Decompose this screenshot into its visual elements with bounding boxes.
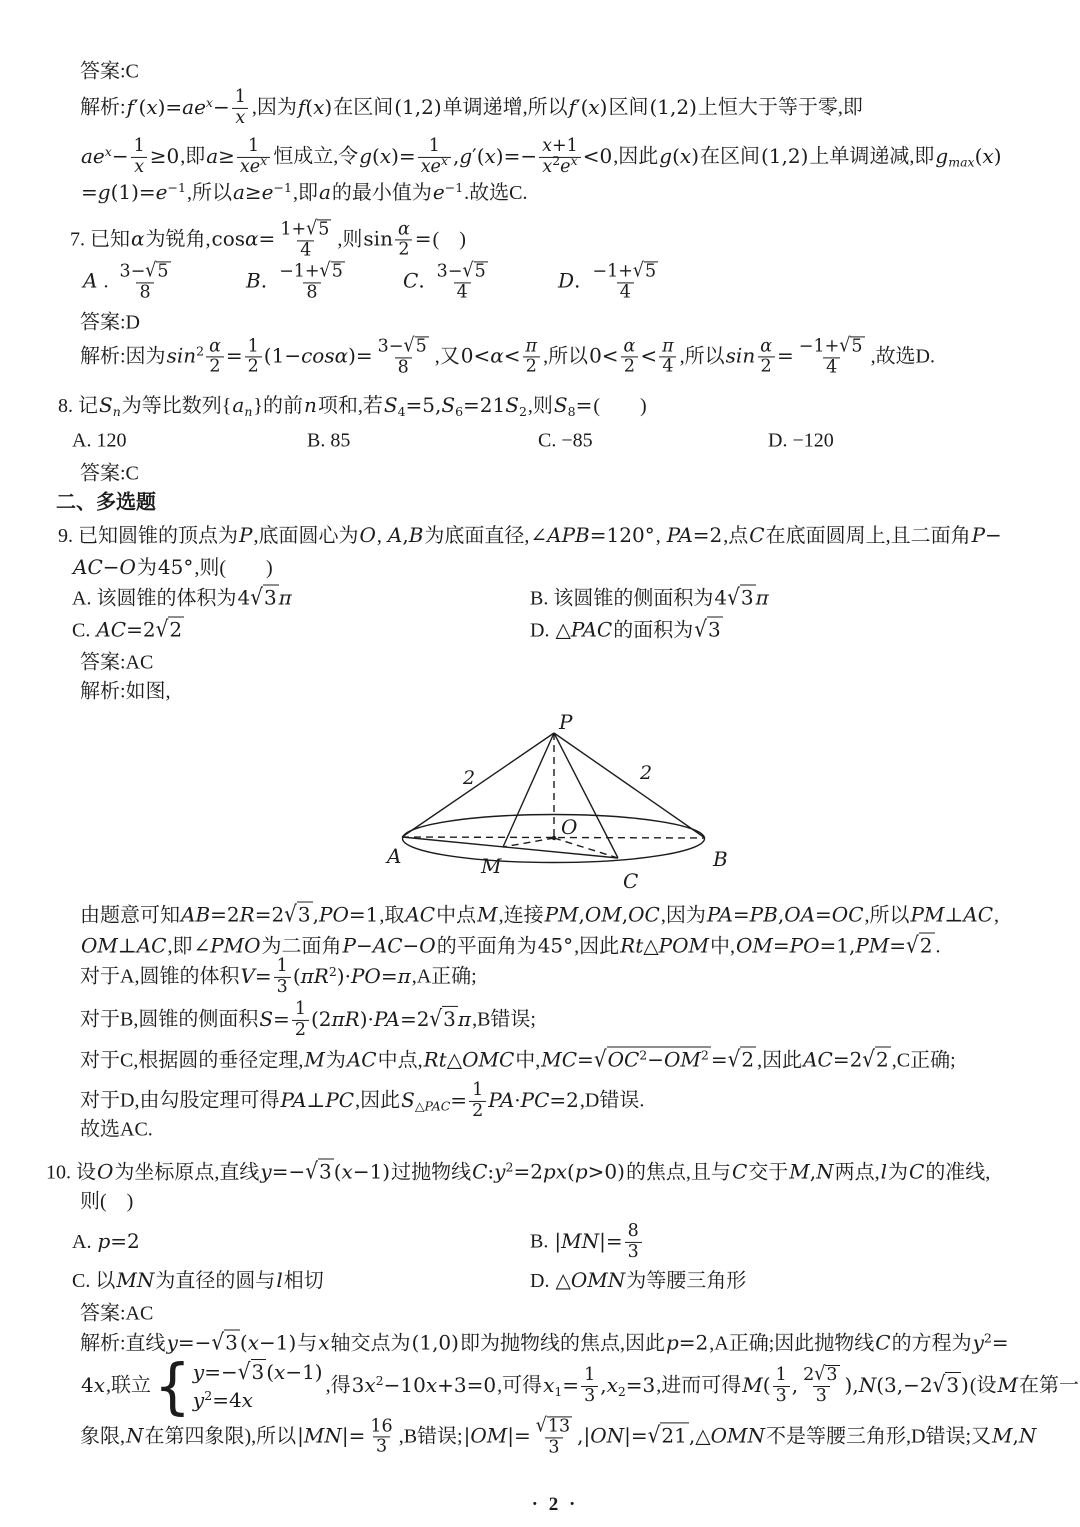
- q8-option-d: D. −120: [768, 429, 834, 452]
- q9-analysis-line-1: 由题意可知AB=2R=2√3 ,PO=1,取AC中点M,连接PM,OM,OC,因为PA=PB,OA=OC,所以PM⊥AC,: [80, 900, 999, 928]
- q9-analysis-c: 对于C,根据圆的垂径定理,M为AC中点,Rt△OMC中$,MC=√OC^2-OM^2 =√2$ ,因此AC=2√2 ,C正确;: [80, 1045, 956, 1073]
- q7-option-d: D. $\frac{-1+√5}{4}$: [558, 259, 657, 302]
- edge-AC: [402, 837, 618, 858]
- q10-stem-line-1: 10. 设O为坐标原点,直线y=−√3 (x−1)过抛物线$C:y^2=2px(p>0)$的焦点,且与C交于M,N两点,l为C的准线,: [46, 1157, 991, 1185]
- page-number: · 2 ·: [531, 1494, 579, 1515]
- q9-option-c: C. AC=2√2: [72, 615, 183, 643]
- q9-analysis-b: 对于B,圆锥的侧面积S= $\frac{1}{2}$ (2πR)·PA=2√3 π,B错误;: [80, 998, 536, 1040]
- q8-option-b: B. 85: [307, 429, 351, 452]
- q10-analysis-line-3: 象限,N在第四象限),所以|MN|= $\frac{16}{3}$ ,B错误;|OM|= $\frac{√13}{3}$ ,|ON|=√21 ,△OMN不是等腰三角形,D错误;又M,N: [80, 1414, 1037, 1457]
- figure-label-2: 2: [463, 767, 476, 789]
- q8-option-c: C. −85: [538, 429, 593, 452]
- q7-option-b: B. $\frac{-1+√5}{8}$: [246, 259, 343, 302]
- figure-label-P: P: [559, 713, 573, 734]
- edge-PC: [554, 733, 618, 858]
- q9-analysis-d: 对于D,由勾股定理可得PA⊥PC,因此$S_{\triangle PAC}=$ $\frac{1}{2}$ PA·PC=2,D错误.: [80, 1079, 645, 1121]
- q9-option-a: A. 该圆锥的体积为4√3 π: [72, 583, 292, 611]
- cone-figure: [385, 713, 740, 898]
- q10-stem-line-2: 则( ): [80, 1190, 134, 1213]
- q7-stem: 7. 已知α为锐角,cosα= $\frac{1+√5}{4}$ ,则sin $\frac{\alpha}{2}$ =( ): [70, 217, 466, 260]
- q7-answer: 答案:D: [80, 311, 140, 334]
- q10-analysis-line-1: 解析:直线y=−√3 (x−1)与x轴交点为(1,0)即为抛物线的焦点,因此p=2,A正确;因此抛物线C的方程为$y^2=$: [80, 1328, 1009, 1356]
- q6-answer: 答案:C: [80, 60, 139, 83]
- q10-answer: 答案:AC: [80, 1302, 154, 1325]
- q7-option-a: A . $\frac{3-√5}{8}$: [83, 259, 169, 302]
- q6-analysis-line-2: $ae^x-$ $\frac{1}{x}$ ≥0,即a≥ $\frac{1}{xe^x}$ 恒成立,令g(x)= $\frac{1}{xe^x}$ ,g′(x)=− $\frac{x+1}{x^2e^x}$ <0,因此g(x)在区间(1,2)上单调递减,即$g_{max}(x)$: [81, 135, 1002, 177]
- q10-analysis-line-2: 4x,联立 { y=−√3 (x−1) $y^2=4x$ ,得$3x^2-10x+3=0$,可得$x_1=$ $\frac{1}{3}$ $,x_2=3$,进而可得M( $\frac{1}{3}$ , $\frac{2√3}{3}$ ),N(3,−2√3 )(设M在第一: [81, 1350, 1080, 1422]
- q9-analysis-line-2: OM⊥AC,即∠PMO为二面角P−AC−O的平面角为45°,因此Rt△POM中,OM=PO=1,PM=√2 .: [81, 931, 941, 959]
- center-dot: [552, 836, 556, 840]
- q9-analysis-intro: 解析:如图,: [80, 680, 171, 703]
- q9-stem-line-1: 9. 已知圆锥的顶点为P,底面圆心为O, A,B为底面直径,∠APB=120°, PA=2,点C在底面圆周上,且二面角P−: [58, 523, 1002, 547]
- figure-label-C: C: [623, 869, 639, 893]
- q7-option-c: C. $\frac{3-√5}{4}$: [403, 259, 486, 302]
- q7-analysis: 解析:因为$\sin^2$ $\frac{\alpha}{2}$ = $\frac{1}{2}$ (1−cosα)= $\frac{3-√5}{8}$ ,又0<α< $\frac{\pi}{2}$ ,所以0< $\frac{\alpha}{2}$ < $\frac{\pi}{4}$ ,所以sin $\frac{\alpha}{2}$ = $\frac{-1+√5}{4}$ ,故选D.: [80, 334, 936, 377]
- figure-label-2: 2: [640, 762, 653, 784]
- q8-stem: 8. 记$S_n$为等比数列$\{a_n\}$的前n项和,若$S_4=5,S_6=21S_2$,则$S_8=$( ): [58, 393, 647, 419]
- q9-conclusion: 故选AC.: [80, 1118, 153, 1141]
- figure-label-A: A: [387, 844, 402, 868]
- q10-option-b: B. |MN|= $\frac{8}{3}$: [530, 1222, 645, 1262]
- figure-label-O: O: [561, 815, 578, 839]
- q10-option-c: C. 以MN为直径的圆与l相切: [72, 1268, 324, 1292]
- q6-analysis-line-1: 解析$:f'(x)=ae^x-$ $\frac{1}{x}$ ,因为f(x)在区间(1,2)单调递增,所以f′(x)区间(1,2)上恒大于等于零,即: [80, 86, 863, 128]
- q8-option-a: A. 120: [72, 429, 127, 452]
- q9-stem-line-2: AC−O为45°,则( ): [73, 555, 273, 579]
- figure-label-B: B: [713, 847, 728, 871]
- q8-answer: 答案:C: [80, 462, 139, 485]
- q10-option-a: A. p=2: [72, 1229, 140, 1253]
- q6-analysis-line-3: $=g(1)=e^{-1}$,所以$a\ge e^{-1}$,即a的最小值为$e^{-1}$.故选C.: [81, 180, 528, 204]
- q9-answer: 答案:AC: [80, 651, 154, 674]
- edge-OM: [503, 838, 554, 847]
- figure-label-M: M: [481, 854, 502, 878]
- section-header-multiple-choice: 二、多选题: [56, 491, 156, 514]
- q9-option-b: B. 该圆锥的侧面积为4√3 π: [530, 583, 769, 611]
- q9-analysis-a: 对于A,圆锥的体积V= $\frac{1}{3}$ $(\pi R^2)\cdot PO=\pi,A$正确;: [80, 955, 477, 997]
- q10-option-d: D. △OMN为等腰三角形: [530, 1268, 747, 1292]
- q9-option-d: D. △PAC的面积为√3: [530, 615, 721, 643]
